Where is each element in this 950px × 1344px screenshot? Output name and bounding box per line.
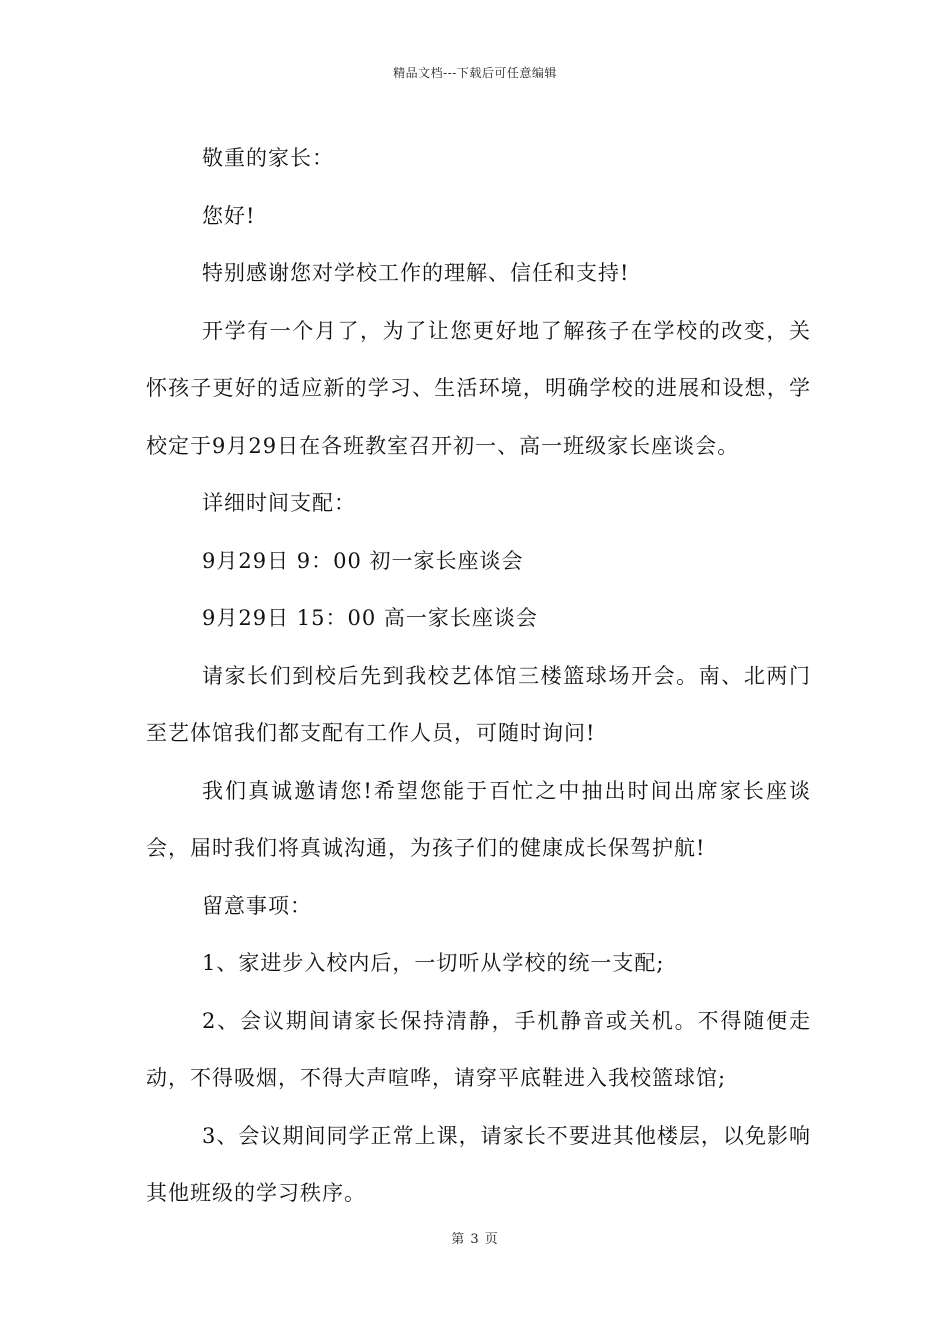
note-item: 2、会议期间请家长保持清静，手机静音或关机。不得随便走动，不得吸烟，不得大声喧哗，请穿平底鞋进入我校篮球馆; <box>146 1008 811 1090</box>
notes-heading: 留意事项： <box>202 893 312 918</box>
page-header: 精品文档---下载后可任意编辑 <box>393 66 557 80</box>
intro-paragraph: 开学有一个月了，为了让您更好地了解孩子在学校的改变，关怀孩子更好的适应新的学习、生活环境，明确学校的进展和设想，学校定于9月29日在各班教室召开初一、高一班级家长座谈会。 <box>146 318 811 458</box>
letter-body <box>146 130 811 1223</box>
greeting: 您好! <box>202 203 256 228</box>
salutation: 敬重的家长： <box>202 146 334 170</box>
note-item: 3、会议期间同学正常上课，请家长不要进其他楼层，以免影响其他班级的学习秩序。 <box>146 1123 811 1205</box>
schedule-item: 9月29日 15：00 高一家长座谈会 <box>202 606 538 630</box>
page-number: 第 3 页 <box>451 1232 499 1247</box>
invitation-paragraph: 我们真诚邀请您!希望您能于百忙之中抽出时间出席家长座谈会，届时我们将真诚沟通，为孩子们的健康成长保驾护航! <box>146 778 811 860</box>
schedule-heading: 详细时间支配： <box>202 491 356 515</box>
schedule-item: 9月29日 9：00 初一家长座谈会 <box>202 548 524 573</box>
thanks-paragraph: 特别感谢您对学校工作的理解、信任和支持! <box>202 261 630 285</box>
venue-paragraph: 请家长们到校后先到我校艺体馆三楼篮球场开会。南、北两门至艺体馆我们都支配有工作人员，可随时询问! <box>146 663 811 745</box>
note-item: 1、家进步入校内后，一切听从学校的统一支配; <box>202 951 665 975</box>
